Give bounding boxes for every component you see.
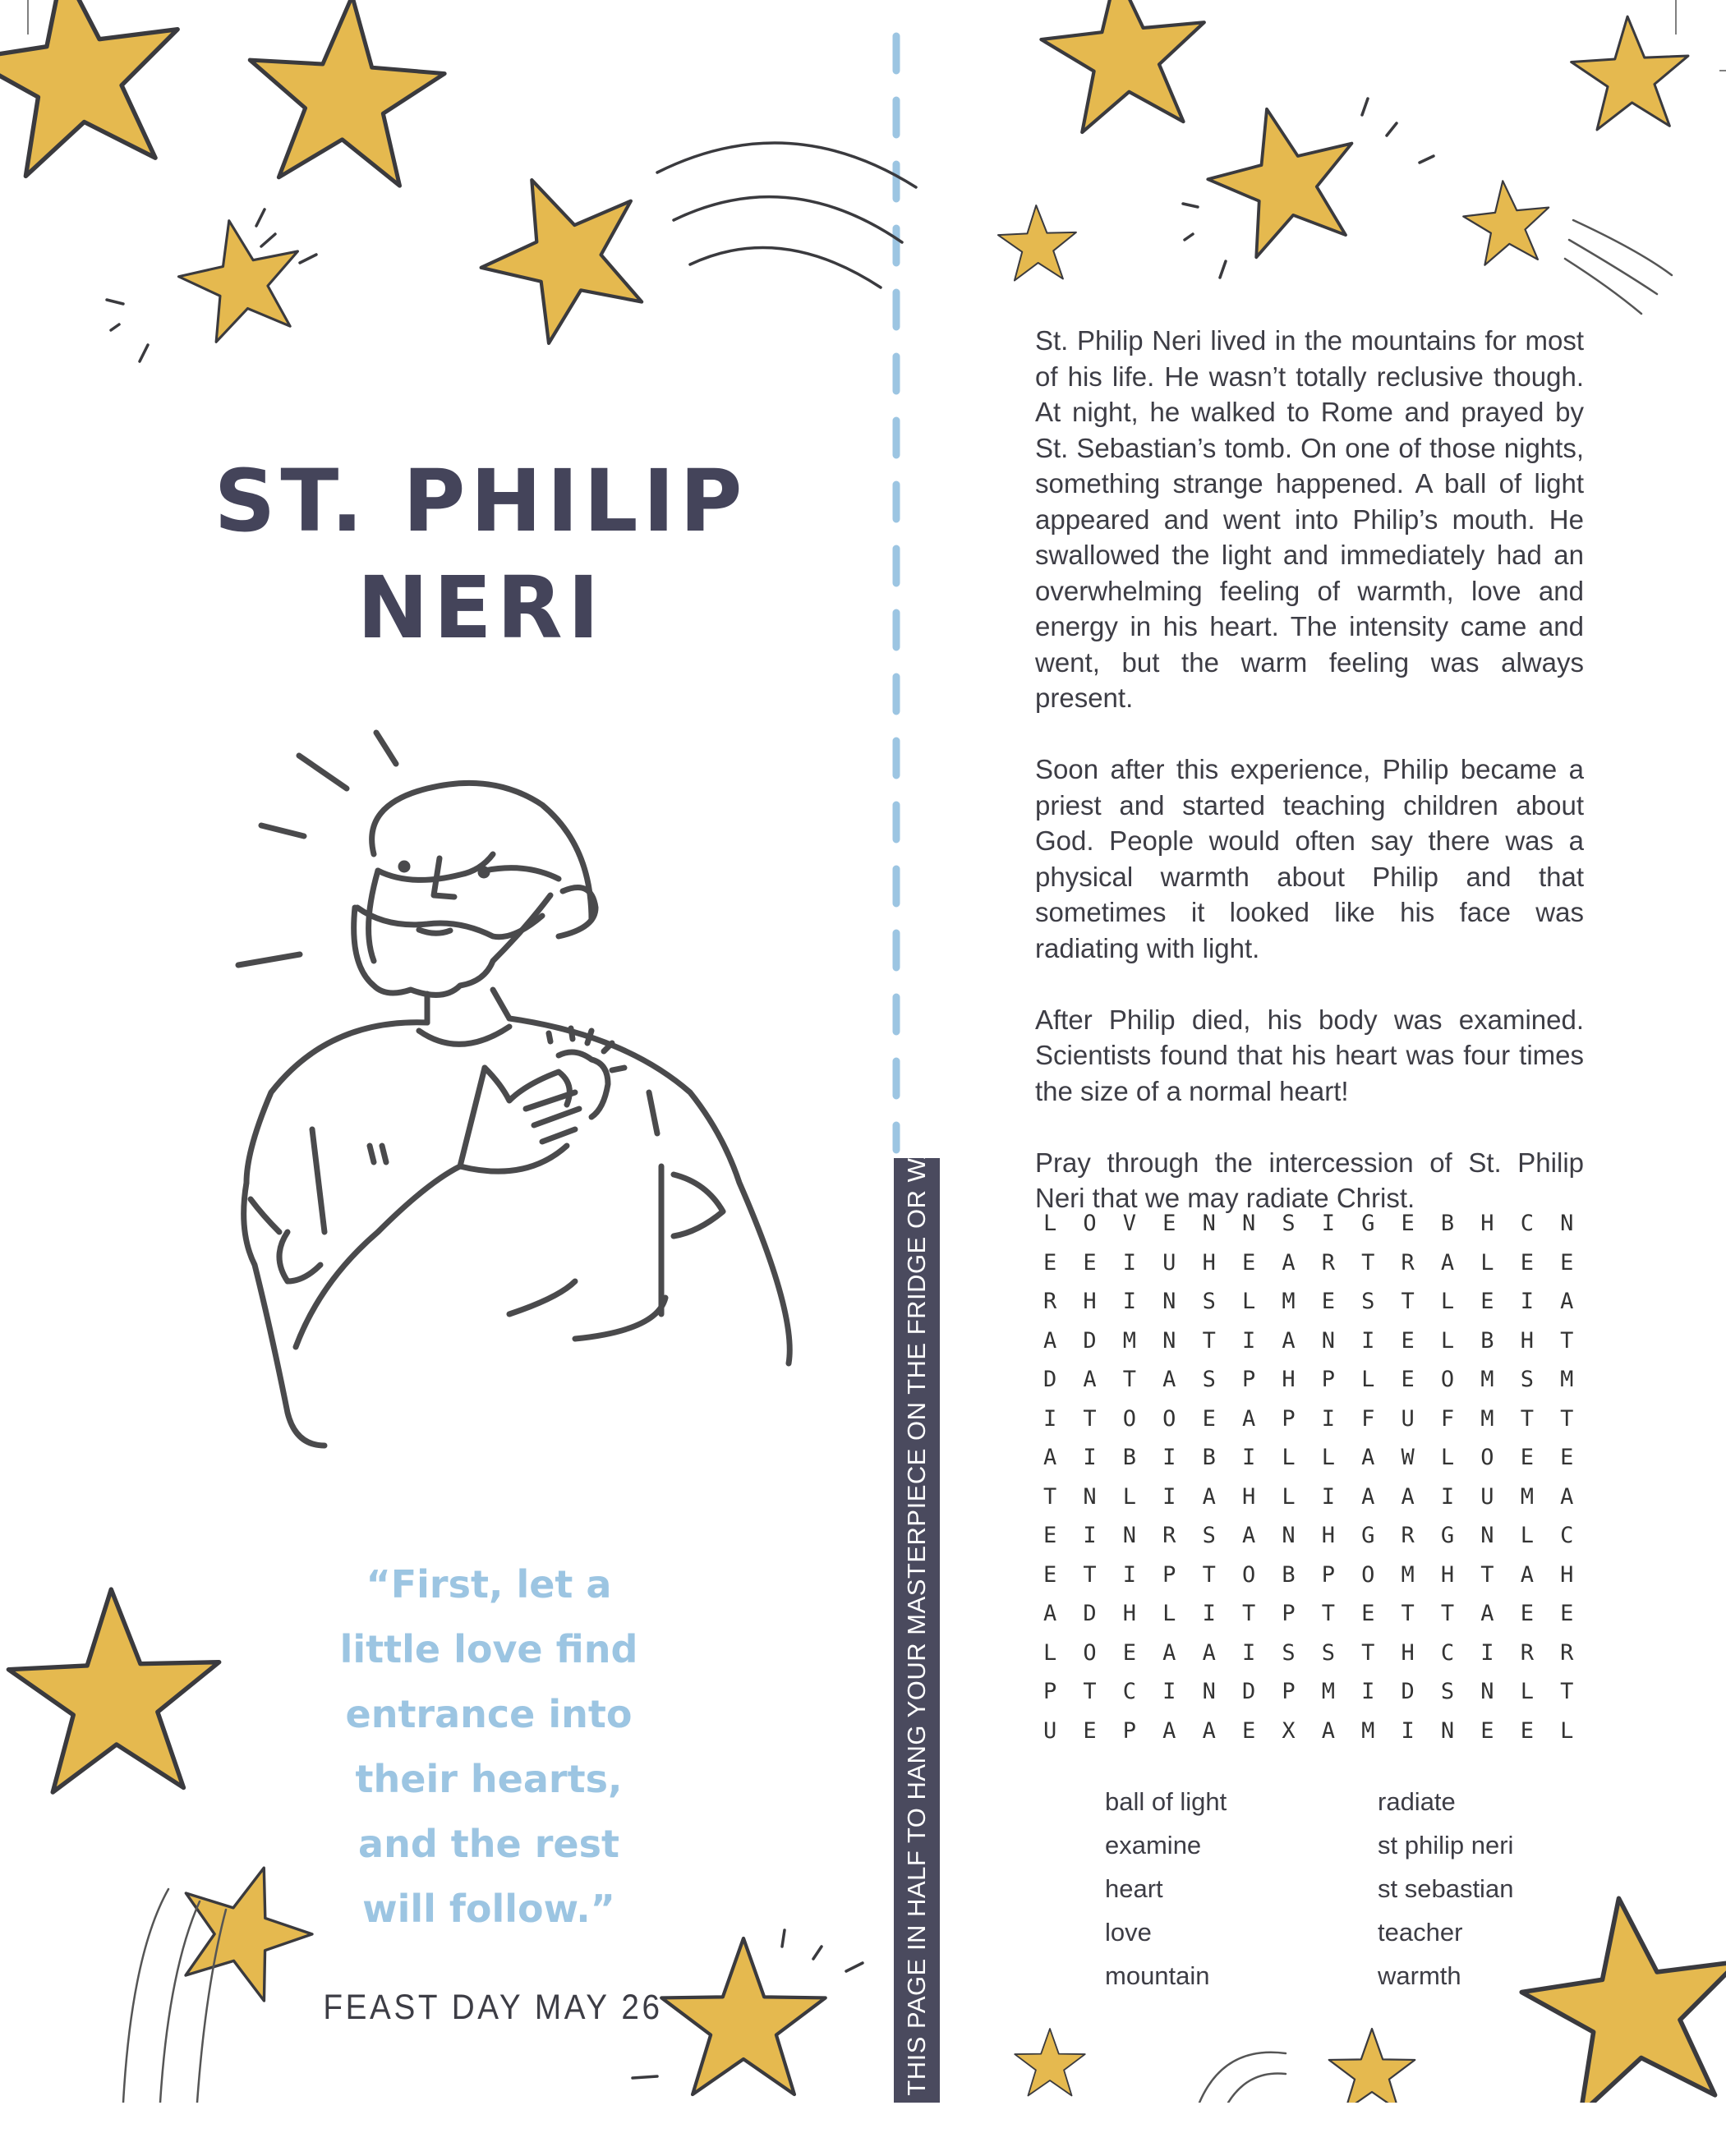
grid-letter[interactable]: B (1440, 1211, 1455, 1237)
grid-letter[interactable]: T (1321, 1601, 1335, 1627)
grid-letter[interactable]: B (1282, 1561, 1296, 1588)
grid-letter[interactable]: R (1401, 1523, 1415, 1549)
grid-letter[interactable]: E (1480, 1717, 1494, 1744)
grid-letter[interactable]: H (1241, 1483, 1256, 1510)
grid-letter[interactable]: I (1520, 1289, 1534, 1315)
grid-letter[interactable]: A (1043, 1445, 1057, 1471)
story-paragraph: St. Philip Neri lived in the mountains for most of his life. He wasn’t totally reclusive though. At night, he walked to Rome and prayed by St. Sebastian’s tomb. On one of those nights, something strange happened. A ball of light appeared and went into Philip’s mouth. He swallowed the light and immediately had an overwhelming feeling of warmth, love and energy in his heart. The intensity came and went, but the warm feeling was always present. (1035, 325, 1584, 713)
grid-letter[interactable]: O (1083, 1211, 1097, 1237)
grid-letter[interactable]: L (1480, 1249, 1494, 1276)
grid-letter[interactable]: E (1043, 1561, 1057, 1588)
grid-letter[interactable]: I (1241, 1327, 1256, 1354)
grid-letter[interactable]: L (1560, 1717, 1574, 1744)
grid-letter[interactable]: T (1440, 1601, 1455, 1627)
word-list (1105, 1787, 1516, 2005)
grid-letter[interactable]: I (1321, 1483, 1335, 1510)
grid-letter[interactable]: I (1202, 1601, 1216, 1627)
grid-letter[interactable]: T (1202, 1327, 1216, 1354)
grid-letter[interactable]: D (1043, 1367, 1057, 1393)
story-paragraph: After Philip died, his body was examined. Scientists found that his heart was four times the size of a normal heart! (1035, 1004, 1584, 1106)
grid-letter[interactable]: T (1083, 1679, 1097, 1705)
grid-letter[interactable]: H (1122, 1601, 1137, 1627)
grid-letter[interactable]: T (1401, 1289, 1415, 1315)
grid-letter[interactable]: O (1083, 1639, 1097, 1666)
grid-letter[interactable]: I (1321, 1211, 1335, 1237)
grid-letter[interactable]: A (1202, 1483, 1216, 1510)
grid-letter[interactable]: I (1162, 1679, 1176, 1705)
grid-letter[interactable]: A (1361, 1483, 1375, 1510)
grid-letter[interactable]: G (1361, 1523, 1375, 1549)
grid-letter[interactable]: I (1361, 1327, 1375, 1354)
grid-letter[interactable]: E (1520, 1445, 1534, 1471)
grid-letter[interactable]: I (1241, 1445, 1256, 1471)
grid-letter[interactable]: I (1162, 1483, 1176, 1510)
grid-letter[interactable]: B (1202, 1445, 1216, 1471)
word-list-item: teacher (1378, 1918, 1463, 1947)
word-list-item: warmth (1378, 1961, 1461, 1990)
grid-letter[interactable]: T (1241, 1601, 1256, 1627)
grid-letter[interactable]: V (1122, 1211, 1137, 1237)
grid-letter[interactable]: D (1083, 1601, 1097, 1627)
grid-letter[interactable]: L (1321, 1445, 1335, 1471)
grid-letter[interactable]: I (1043, 1405, 1057, 1432)
grid-letter[interactable]: P (1241, 1367, 1256, 1393)
grid-letter[interactable]: T (1043, 1483, 1057, 1510)
grid-letter[interactable]: S (1321, 1639, 1335, 1666)
word-list-item: ball of light (1105, 1787, 1227, 1816)
grid-letter[interactable]: O (1361, 1561, 1375, 1588)
grid-letter[interactable]: N (1162, 1327, 1176, 1354)
grid-letter[interactable]: H (1480, 1211, 1494, 1237)
grid-letter[interactable]: B (1480, 1327, 1494, 1354)
grid-letter[interactable]: E (1321, 1289, 1335, 1315)
grid-letter[interactable]: L (1361, 1367, 1375, 1393)
saint-illustration (238, 733, 789, 1446)
grid-letter[interactable]: A (1162, 1367, 1176, 1393)
grid-letter[interactable]: A (1401, 1483, 1415, 1510)
grid-letter[interactable]: O (1122, 1405, 1137, 1432)
grid-letter[interactable]: E (1083, 1717, 1097, 1744)
grid-letter[interactable]: U (1162, 1249, 1176, 1276)
feast-day-label: FEAST DAY MAY 26 (323, 1988, 663, 2027)
grid-letter[interactable]: L (1440, 1445, 1455, 1471)
word-list-item: st sebastian (1378, 1874, 1514, 1903)
grid-letter[interactable]: T (1122, 1367, 1137, 1393)
grid-letter[interactable]: P (1162, 1561, 1176, 1588)
grid-letter[interactable]: S (1202, 1523, 1216, 1549)
grid-letter[interactable]: M (1480, 1367, 1494, 1393)
grid-letter[interactable]: E (1202, 1405, 1216, 1432)
grid-letter[interactable]: U (1043, 1717, 1057, 1744)
grid-letter[interactable]: A (1321, 1717, 1335, 1744)
word-list-item: love (1105, 1918, 1152, 1947)
grid-letter[interactable]: X (1282, 1717, 1296, 1744)
grid-letter[interactable]: I (1241, 1639, 1256, 1666)
word-list-item: radiate (1378, 1787, 1456, 1816)
grid-letter[interactable]: E (1241, 1717, 1256, 1744)
grid-letter[interactable]: M (1282, 1289, 1296, 1315)
grid-letter[interactable]: A (1162, 1717, 1176, 1744)
grid-letter[interactable]: L (1043, 1639, 1057, 1666)
grid-letter[interactable]: B (1122, 1445, 1137, 1471)
page-title (148, 448, 813, 661)
cut-instruction-text: CUT THIS PAGE IN HALF TO HANG YOUR MASTERPIECE ON THE FRIDGE OR WALL! (902, 1105, 931, 2156)
quote-line: entrance into (345, 1692, 633, 1736)
grid-letter[interactable]: H (1202, 1249, 1216, 1276)
grid-letter[interactable]: E (1043, 1523, 1057, 1549)
grid-letter[interactable]: A (1083, 1367, 1097, 1393)
quote-line: and the rest (358, 1822, 619, 1866)
grid-letter[interactable]: I (1083, 1523, 1097, 1549)
grid-letter[interactable]: E (1122, 1639, 1137, 1666)
grid-letter[interactable]: O (1480, 1445, 1494, 1471)
grid-letter[interactable]: S (1202, 1289, 1216, 1315)
grid-letter[interactable]: T (1480, 1561, 1494, 1588)
grid-letter[interactable]: S (1202, 1367, 1216, 1393)
grid-letter[interactable]: A (1241, 1405, 1256, 1432)
grid-letter[interactable]: E (1560, 1249, 1574, 1276)
grid-letter[interactable]: P (1282, 1601, 1296, 1627)
grid-letter[interactable]: N (1560, 1211, 1574, 1237)
grid-letter[interactable]: H (1520, 1327, 1534, 1354)
grid-letter[interactable]: N (1202, 1679, 1216, 1705)
grid-letter[interactable]: I (1122, 1561, 1137, 1588)
grid-letter[interactable]: I (1122, 1289, 1137, 1315)
grid-letter[interactable]: A (1282, 1249, 1296, 1276)
grid-letter[interactable]: S (1440, 1679, 1455, 1705)
grid-letter[interactable]: F (1361, 1405, 1375, 1432)
grid-letter[interactable]: H (1560, 1561, 1574, 1588)
grid-letter[interactable]: E (1520, 1249, 1534, 1276)
grid-letter[interactable]: T (1083, 1405, 1097, 1432)
grid-letter[interactable]: M (1480, 1405, 1494, 1432)
grid-letter[interactable]: E (1480, 1289, 1494, 1315)
grid-letter[interactable]: H (1440, 1561, 1455, 1588)
grid-letter[interactable]: R (1043, 1289, 1057, 1315)
grid-letter[interactable]: H (1083, 1289, 1097, 1315)
grid-letter[interactable]: N (1282, 1523, 1296, 1549)
story-paragraph: Soon after this experience, Philip became a priest and started teaching children about God. People would often say there was a physical warmth about Philip and that sometimes it looked like his face was radiating with light. (1035, 754, 1584, 963)
grid-letter[interactable]: N (1202, 1211, 1216, 1237)
grid-letter[interactable]: A (1162, 1639, 1176, 1666)
grid-letter[interactable]: E (1043, 1249, 1057, 1276)
grid-letter[interactable]: N (1480, 1679, 1494, 1705)
grid-letter[interactable]: S (1282, 1211, 1296, 1237)
word-list-item: examine (1105, 1831, 1202, 1859)
grid-letter[interactable]: E (1401, 1327, 1415, 1354)
grid-letter[interactable]: M (1122, 1327, 1137, 1354)
grid-letter[interactable]: M (1321, 1679, 1335, 1705)
title-line: NERI (357, 558, 605, 658)
grid-letter[interactable]: M (1401, 1561, 1415, 1588)
grid-letter[interactable]: E (1560, 1445, 1574, 1471)
grid-letter[interactable]: U (1480, 1483, 1494, 1510)
grid-letter[interactable]: L (1043, 1211, 1057, 1237)
grid-letter[interactable]: L (1162, 1601, 1176, 1627)
grid-letter[interactable]: T (1401, 1601, 1415, 1627)
grid-letter[interactable]: S (1282, 1639, 1296, 1666)
grid-letter[interactable]: A (1043, 1601, 1057, 1627)
word-search-grid[interactable] (1037, 1204, 1595, 1750)
grid-letter[interactable]: L (1282, 1445, 1296, 1471)
grid-letter[interactable]: A (1241, 1523, 1256, 1549)
grid-letter[interactable]: M (1361, 1717, 1375, 1744)
grid-letter[interactable]: U (1401, 1405, 1415, 1432)
grid-letter[interactable]: I (1480, 1639, 1494, 1666)
grid-letter[interactable]: P (1043, 1679, 1057, 1705)
grid-letter[interactable]: E (1401, 1367, 1415, 1393)
grid-letter[interactable]: T (1361, 1249, 1375, 1276)
grid-letter[interactable]: A (1202, 1639, 1216, 1666)
quote-line: little love find (339, 1627, 638, 1671)
grid-letter[interactable]: O (1162, 1405, 1176, 1432)
grid-letter[interactable]: W (1401, 1445, 1415, 1471)
grid-letter[interactable]: T (1520, 1405, 1534, 1432)
grid-letter[interactable]: E (1162, 1211, 1176, 1237)
grid-letter[interactable]: I (1122, 1249, 1137, 1276)
grid-letter[interactable]: E (1361, 1601, 1375, 1627)
grid-letter[interactable]: L (1520, 1679, 1534, 1705)
grid-letter[interactable]: E (1083, 1249, 1097, 1276)
grid-letter[interactable]: E (1520, 1601, 1534, 1627)
grid-letter[interactable]: L (1520, 1523, 1534, 1549)
word-list-item: st philip neri (1378, 1831, 1514, 1859)
quote-line: their hearts, (355, 1757, 623, 1801)
grid-letter[interactable]: H (1321, 1523, 1335, 1549)
grid-letter[interactable]: R (1560, 1639, 1574, 1666)
grid-letter[interactable]: A (1440, 1249, 1455, 1276)
grid-letter[interactable]: R (1162, 1523, 1176, 1549)
grid-letter[interactable]: E (1401, 1211, 1415, 1237)
grid-letter[interactable]: I (1401, 1717, 1415, 1744)
grid-letter[interactable]: D (1083, 1327, 1097, 1354)
grid-letter[interactable]: A (1282, 1327, 1296, 1354)
grid-letter[interactable]: T (1560, 1405, 1574, 1432)
grid-letter[interactable]: M (1560, 1367, 1574, 1393)
word-list-item: heart (1105, 1874, 1163, 1903)
grid-letter[interactable]: A (1560, 1289, 1574, 1315)
grid-letter[interactable]: C (1520, 1211, 1534, 1237)
grid-letter[interactable]: C (1560, 1523, 1574, 1549)
grid-letter[interactable]: S (1520, 1367, 1534, 1393)
grid-letter[interactable]: E (1241, 1249, 1256, 1276)
quote-line: “First, let a (366, 1562, 612, 1607)
grid-letter[interactable]: R (1401, 1249, 1415, 1276)
grid-letter[interactable]: P (1282, 1405, 1296, 1432)
grid-letter[interactable]: R (1321, 1249, 1335, 1276)
grid-letter[interactable]: L (1122, 1483, 1137, 1510)
grid-letter[interactable]: D (1241, 1679, 1256, 1705)
grid-letter[interactable]: I (1083, 1445, 1097, 1471)
grid-letter[interactable]: N (1241, 1211, 1256, 1237)
word-list-item: mountain (1105, 1961, 1210, 1990)
grid-letter[interactable]: T (1202, 1561, 1216, 1588)
saint-quote (271, 1552, 707, 1942)
grid-letter[interactable]: E (1560, 1601, 1574, 1627)
grid-letter[interactable]: A (1480, 1601, 1494, 1627)
grid-letter[interactable]: L (1440, 1289, 1455, 1315)
grid-letter[interactable]: N (1122, 1523, 1137, 1549)
grid-letter[interactable]: C (1440, 1639, 1455, 1666)
title-line: ST. PHILIP (214, 451, 748, 551)
grid-letter[interactable]: N (1083, 1483, 1097, 1510)
grid-letter[interactable]: I (1361, 1679, 1375, 1705)
grid-letter[interactable]: A (1361, 1445, 1375, 1471)
grid-letter[interactable]: O (1440, 1367, 1455, 1393)
story-paragraph: Pray through the intercession of St. Philip Neri that we may radiate Christ. (1035, 1147, 1584, 1213)
grid-letter[interactable]: L (1241, 1289, 1256, 1315)
grid-letter[interactable]: T (1361, 1639, 1375, 1666)
grid-letter[interactable]: P (1321, 1367, 1335, 1393)
motion-arcs-icon (657, 143, 916, 287)
grid-letter[interactable]: D (1401, 1679, 1415, 1705)
grid-letter[interactable]: T (1083, 1561, 1097, 1588)
grid-letter[interactable]: H (1282, 1367, 1296, 1393)
grid-letter[interactable]: T (1560, 1679, 1574, 1705)
grid-letter[interactable]: I (1162, 1445, 1176, 1471)
story-text (1035, 323, 1584, 1252)
grid-letter[interactable]: G (1440, 1523, 1455, 1549)
grid-letter[interactable]: N (1162, 1289, 1176, 1315)
grid-letter[interactable]: N (1321, 1327, 1335, 1354)
grid-letter[interactable]: A (1520, 1561, 1534, 1588)
grid-letter[interactable]: N (1480, 1523, 1494, 1549)
grid-letter[interactable]: H (1401, 1639, 1415, 1666)
grid-letter[interactable]: M (1520, 1483, 1534, 1510)
grid-letter[interactable]: L (1282, 1483, 1296, 1510)
grid-letter[interactable]: E (1520, 1717, 1534, 1744)
quote-line: will follow.” (362, 1887, 615, 1931)
grid-letter[interactable]: O (1241, 1561, 1256, 1588)
grid-letter[interactable]: I (1440, 1483, 1455, 1510)
grid-letter[interactable]: L (1440, 1327, 1455, 1354)
grid-letter[interactable]: C (1122, 1679, 1137, 1705)
grid-letter[interactable]: I (1321, 1405, 1335, 1432)
grid-letter[interactable]: N (1440, 1717, 1455, 1744)
grid-letter[interactable]: F (1440, 1405, 1455, 1432)
grid-letter[interactable]: A (1202, 1717, 1216, 1744)
grid-letter[interactable]: G (1361, 1211, 1375, 1237)
grid-letter[interactable]: P (1122, 1717, 1137, 1744)
grid-letter[interactable]: A (1043, 1327, 1057, 1354)
grid-letter[interactable]: S (1361, 1289, 1375, 1315)
grid-letter[interactable]: A (1560, 1483, 1574, 1510)
grid-letter[interactable]: R (1520, 1639, 1534, 1666)
grid-letter[interactable]: P (1282, 1679, 1296, 1705)
grid-letter[interactable]: P (1321, 1561, 1335, 1588)
grid-letter[interactable]: T (1560, 1327, 1574, 1354)
